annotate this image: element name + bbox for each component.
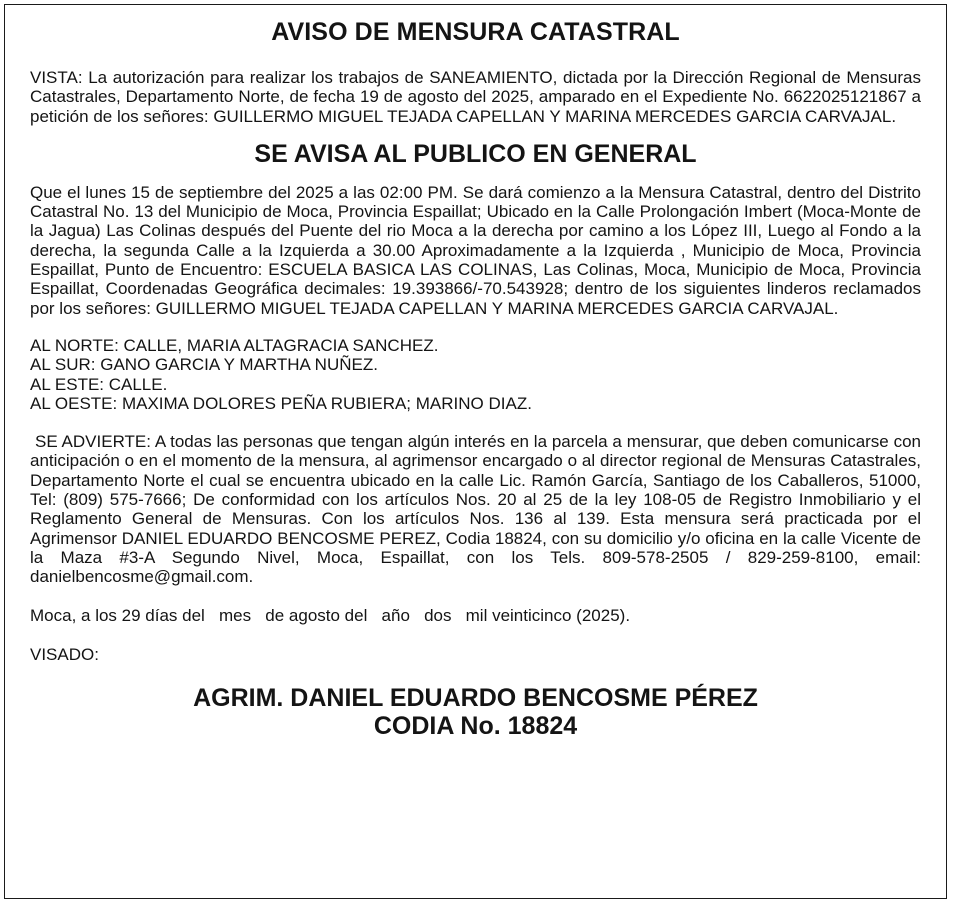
boundary-south: AL SUR: GANO GARCIA Y MARTHA NUÑEZ. bbox=[30, 355, 378, 375]
notice-title: AVISO DE MENSURA CATASTRAL bbox=[271, 18, 680, 46]
vista-paragraph: VISTA: La autorización para realizar los trabajos de SANEAMIENTO, dictada por la Dirección Regional de Mensuras Catastrales, Departamento Norte, de fecha 19 de agosto del 2025, amparado en el Expediente No. 6622025121867 a petición de los señores: GUILLERMO MIGUEL TEJADA CAPELLAN Y MARINA MERCEDES GARCIA CARVAJAL. bbox=[30, 68, 921, 126]
warning-paragraph: SE ADVIERTE: A todas las personas que tengan algún interés en la parcela a mensurar, que deben comunicarse con anticipación o en el momento de la mensura, al agrimensor encargado o al director regional de Mensuras Catastrales, Departamento Norte el cual se encuentra ubicado en la calle Lic. Ramón García, Santiago de los Caballeros, 51000, Tel: (809) 575-7666; De conformidad con los artículos Nos. 20 al 25 de la ley 108-05 de Registro Inmobiliario y el Reglamento General de Mensuras. Con los artículos Nos. 136 al 139. Esta mensura será practicada por el Agrimensor DANIEL EDUARDO BENCOSME PEREZ, Codia 18824, con su domicilio y/o oficina en la calle Vicente de la Maza #3-A Segundo Nivel, Moca, Espaillat, con los Tels. 809-578-2505 / 829-259-8100, email: danielbencosme@gmail.com. bbox=[30, 432, 921, 587]
visado-label: VISADO: bbox=[30, 644, 99, 664]
mensura-notice bbox=[4, 4, 947, 899]
boundary-north: AL NORTE: CALLE, MARIA ALTAGRACIA SANCHEZ. bbox=[30, 335, 439, 355]
signature-codia: CODIA No. 18824 bbox=[373, 712, 578, 741]
date-line: Moca, a los 29 días del mes de agosto del año dos mil veinticinco (2025). bbox=[30, 605, 631, 625]
boundary-east: AL ESTE: CALLE. bbox=[30, 374, 168, 394]
public-notice-heading: SE AVISA AL PUBLICO EN GENERAL bbox=[254, 139, 697, 168]
boundary-west: AL OESTE: MAXIMA DOLORES PEÑA RUBIERA; MARINO DIAZ. bbox=[30, 393, 532, 413]
signature-name: AGRIM. DANIEL EDUARDO BENCOSME PÉREZ bbox=[193, 684, 758, 713]
boundaries-list bbox=[30, 336, 921, 413]
announcement-paragraph: Que el lunes 15 de septiembre del 2025 a las 02:00 PM. Se dará comienzo a la Mensura Catastral, dentro del Distrito Catastral No. 13 del Municipio de Moca, Provincia Espaillat; Ubicado en la Calle Prolongación Imbert (Moca-Monte de la Jagua) Las Colinas después del Puente del rio Moca a la derecha por camino a los López III, Luego al Fondo a la derecha, la segunda Calle a la Izquierda a 30.00 Aproximadamente a la Izquierda , Municipio de Moca, Provincia Espaillat, Punto de Encuentro: ESCUELA BASICA LAS COLINAS, Las Colinas, Moca, Municipio de Moca, Provincia Espaillat, Coordenadas Geográfica decimales: 19.393866/-70.543928; dentro de los siguientes linderos reclamados por los señores: GUILLERMO MIGUEL TEJADA CAPELLAN Y MARINA MERCEDES GARCIA CARVAJAL. bbox=[30, 182, 921, 318]
